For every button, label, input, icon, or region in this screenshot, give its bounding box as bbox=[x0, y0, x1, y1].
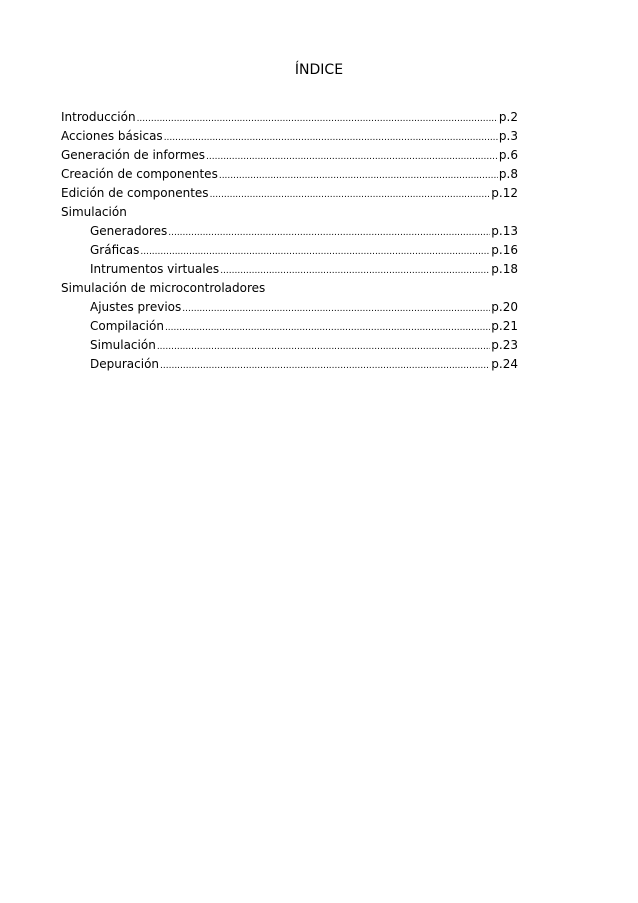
toc-entry-page: p.2 bbox=[498, 110, 518, 124]
toc-entry-generacion-informes bbox=[61, 146, 518, 165]
toc-subentry-generadores bbox=[61, 222, 518, 241]
toc-subentry-ajustes-previos bbox=[61, 298, 518, 317]
toc-entry-label: Ajustes previos bbox=[90, 300, 182, 314]
toc-entry-page: p.20 bbox=[491, 300, 518, 314]
toc-entry-label: Introducción bbox=[61, 110, 136, 124]
toc-entry-page: p.12 bbox=[491, 186, 518, 200]
toc-entry-label: Generadores bbox=[90, 224, 168, 238]
toc-entry-page: p.6 bbox=[498, 148, 518, 162]
toc-section-heading-simulacion: Simulación bbox=[61, 205, 127, 219]
toc-subentry-compilacion bbox=[61, 317, 518, 336]
toc-entry-page: p.16 bbox=[491, 243, 518, 257]
toc-entry-page: p.13 bbox=[491, 224, 518, 238]
toc-entry-page: p.21 bbox=[491, 319, 518, 333]
toc-subentry-depuracion bbox=[61, 355, 518, 374]
dot-leader bbox=[168, 224, 490, 243]
toc-entry-label: Generación de informes bbox=[61, 148, 206, 162]
toc-entry-label: Intrumentos virtuales bbox=[90, 262, 220, 276]
table-of-contents bbox=[61, 108, 518, 374]
toc-entry-creacion-componentes bbox=[61, 165, 518, 184]
dot-leader bbox=[137, 110, 498, 129]
dot-leader bbox=[165, 319, 490, 338]
dot-leader bbox=[219, 167, 498, 186]
toc-entry-page: p.8 bbox=[498, 167, 518, 181]
toc-entry-introduccion bbox=[61, 108, 518, 127]
page-title: ÍNDICE bbox=[294, 62, 344, 78]
toc-entry-page: p.23 bbox=[491, 338, 518, 352]
toc-entry-page: p.24 bbox=[491, 357, 518, 371]
toc-subentry-instrumentos-virtuales bbox=[61, 260, 518, 279]
dot-leader bbox=[164, 129, 498, 148]
toc-entry-page: p.18 bbox=[491, 262, 518, 276]
toc-section-heading-microcontroladores: Simulación de microcontroladores bbox=[61, 281, 266, 295]
toc-entry-label: Compilación bbox=[90, 319, 164, 333]
toc-entry-acciones-basicas bbox=[61, 127, 518, 146]
toc-subentry-graficas bbox=[61, 241, 518, 260]
toc-subentry-simulacion bbox=[61, 336, 518, 355]
dot-leader bbox=[206, 148, 498, 167]
toc-entry-label: Edición de componentes bbox=[61, 186, 209, 200]
dot-leader bbox=[160, 357, 490, 376]
toc-entry-label: Gráficas bbox=[90, 243, 140, 257]
toc-entry-label: Creación de componentes bbox=[61, 167, 218, 181]
toc-entry-page: p.3 bbox=[498, 129, 518, 143]
dot-leader bbox=[157, 338, 490, 357]
toc-entry-label: Simulación bbox=[90, 338, 156, 352]
dot-leader bbox=[210, 186, 491, 205]
toc-entry-label: Depuración bbox=[90, 357, 160, 371]
toc-entry-edicion-componentes bbox=[61, 184, 518, 203]
toc-entry-label: Acciones básicas bbox=[61, 129, 163, 143]
dot-leader bbox=[182, 300, 490, 319]
